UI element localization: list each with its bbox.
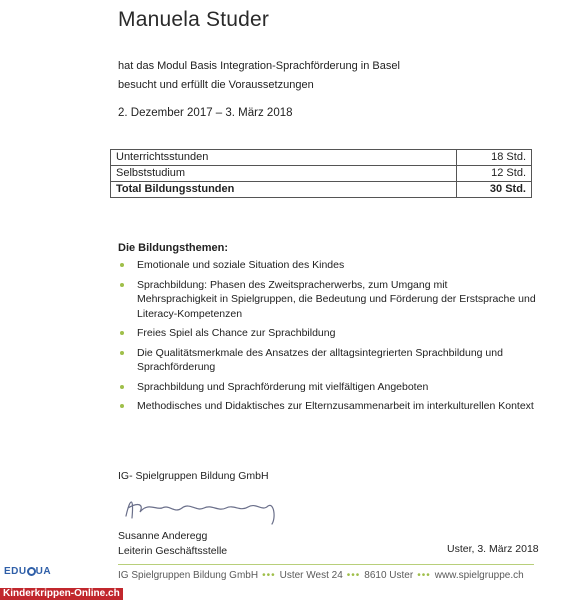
list-item-text: Die Qualitätsmerkmale des Ansatzes der alltagsintegrierten Sprachbildung und Sprachförderung (137, 346, 503, 373)
footer-separator: ••• (262, 570, 276, 581)
eduqua-logo (4, 566, 51, 577)
footer-address (118, 570, 524, 581)
bullet-icon (120, 263, 124, 267)
footer-divider (118, 564, 534, 565)
row-value: 12 Std. (457, 166, 532, 182)
topics-list (118, 258, 538, 419)
row-label: Unterrichtsstunden (111, 150, 457, 166)
row-label: Total Bildungsstunden (111, 182, 457, 198)
signature (118, 488, 298, 528)
footer-city: 8610 Uster (364, 570, 414, 581)
row-value: 18 Std. (457, 150, 532, 166)
list-item-text: Mehrsprachigkeit in Spielgruppen, die Bedeutung und Förderung der Erstsprache und Literacy-Kompetenzen (137, 293, 536, 320)
table-row (111, 166, 532, 182)
bullet-icon (120, 283, 124, 287)
bullet-icon (120, 404, 124, 408)
intro-line-1: hat das Modul Basis Integration-Sprachförderung in Basel (118, 60, 400, 72)
row-label: Selbststudium (111, 166, 457, 182)
place-date: Uster, 3. März 2018 (447, 543, 539, 555)
logo-ring-icon (27, 567, 36, 576)
table-row-total (111, 182, 532, 198)
list-item (118, 399, 538, 414)
list-item (118, 278, 538, 293)
list-item-text: Sprachbildung: Phasen des Zweitspracherwerbs, zum Umgang mit (137, 278, 448, 291)
footer-separator: ••• (417, 570, 431, 581)
footer-website[interactable]: www.spielgruppe.ch (434, 570, 524, 581)
list-item-text: Sprachbildung und Sprachförderung mit vielfältigen Angeboten (137, 380, 429, 393)
signer-role: Leiterin Geschäftsstelle (118, 545, 228, 557)
org-name: IG- Spielgruppen Bildung GmbH (118, 470, 269, 482)
date-range: 2. Dezember 2017 – 3. März 2018 (118, 107, 293, 119)
list-item-text: Methodisches und Didaktisches zur Elternzusammenarbeit im interkulturellen Kontext (137, 400, 534, 412)
list-item (118, 326, 538, 341)
list-item (118, 292, 538, 321)
list-item (118, 380, 538, 395)
logo-text-right: UA (35, 566, 52, 577)
footer-separator: ••• (346, 570, 361, 581)
footer-company: IG Spielgruppen Bildung GmbH (118, 570, 259, 581)
list-item (118, 346, 538, 375)
list-item-text: Freies Spiel als Chance zur Sprachbildung (137, 327, 336, 339)
intro-line-2: besucht und erfüllt die Voraussetzungen (118, 79, 314, 91)
recipient-name: Manuela Studer (118, 8, 270, 31)
logo-text-left: EDU (4, 566, 27, 577)
row-value: 30 Std. (457, 182, 532, 198)
bullet-icon (120, 385, 124, 389)
list-item (118, 258, 538, 273)
footer-street: Uster West 24 (279, 570, 343, 581)
topics-heading: Die Bildungsthemen: (118, 242, 229, 254)
signer-name: Susanne Anderegg (118, 530, 208, 542)
table-row (111, 150, 532, 166)
bullet-icon (120, 351, 124, 355)
hours-table (110, 149, 532, 198)
bullet-icon (120, 331, 124, 335)
list-item-text: Emotionale und soziale Situation des Kindes (137, 259, 345, 271)
watermark: Kinderkrippen-Online.ch (0, 588, 123, 600)
